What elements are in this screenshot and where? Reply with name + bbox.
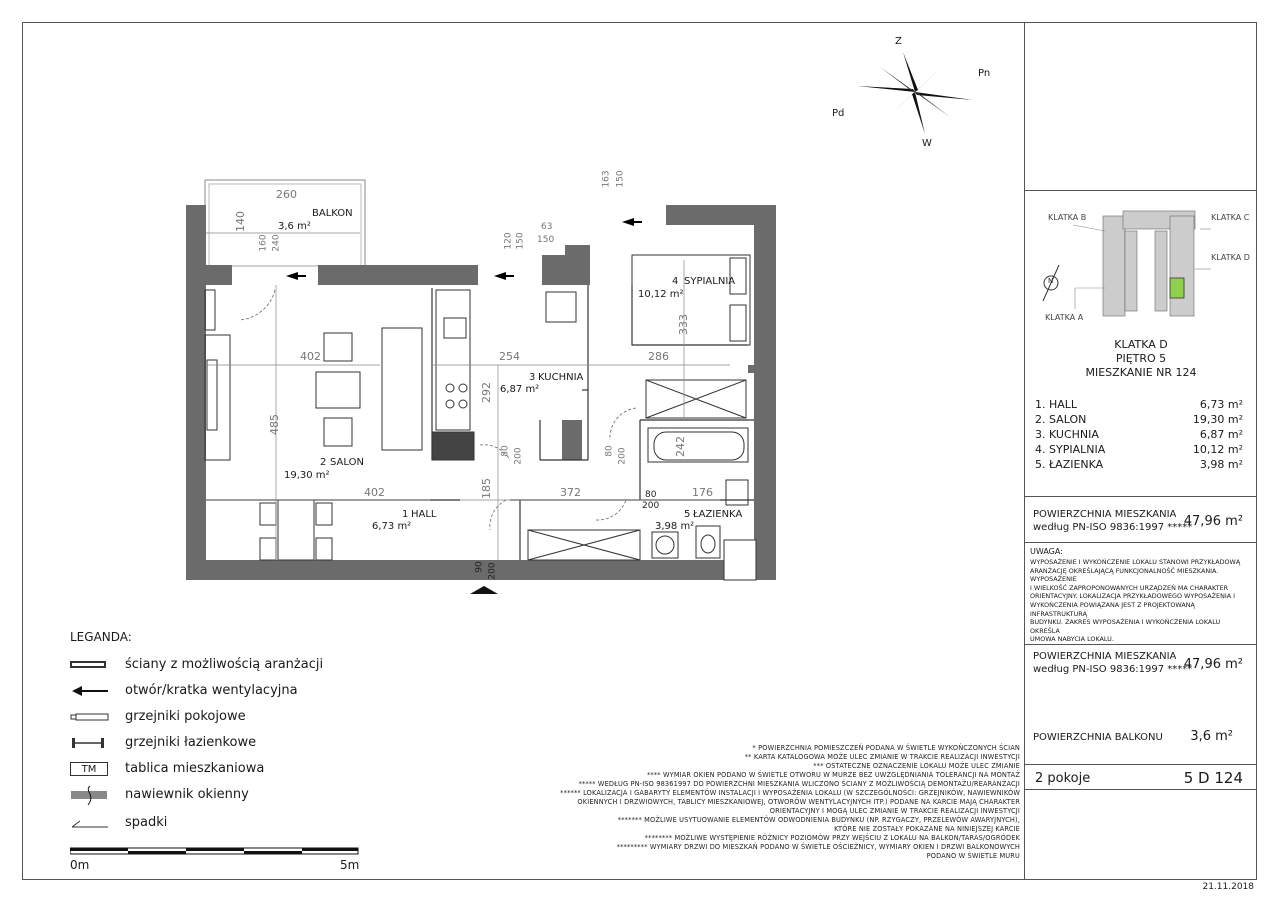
room-2-num: 2 <box>320 457 327 468</box>
dim-80c: 80 <box>645 490 657 500</box>
room-3-name: KUCHNIA <box>538 372 584 383</box>
header-klatka: KLATKA D <box>1114 338 1168 351</box>
total2-label: POWIERZCHNIA MIESZKANIA <box>1033 651 1177 662</box>
dim-260: 260 <box>276 188 297 201</box>
compass-pn: Pn <box>978 68 991 79</box>
apartment-header <box>1025 332 1257 379</box>
dim-402b: 402 <box>364 486 385 499</box>
note: ******* MOŻLIWE USYTUOWANIE ELEMENTÓW ODWODNIENIA BUDYNKU (NP. RZYGACZY, PRZELEWÓW AWARYJNYCH), <box>617 816 1020 824</box>
area-value: 19,30 m² <box>1192 413 1243 426</box>
entrance-marker <box>470 586 498 594</box>
room-4-name: SYPIALNIA <box>684 276 736 287</box>
dim-120: 120 <box>503 232 514 250</box>
apartment-code: 5 D 124 <box>1183 769 1243 787</box>
dim-402a: 402 <box>300 350 321 363</box>
room-1-area: 6,73 m² <box>372 521 412 532</box>
dim-80b: 80 <box>604 445 615 457</box>
note: PODANO W ŚWIETLE MURU <box>926 852 1020 860</box>
total2-value: 47,96 m² <box>1183 657 1243 672</box>
dim-286: 286 <box>648 350 669 363</box>
balcony-value: 3,6 m² <box>1190 729 1233 744</box>
dim-90: 90 <box>474 561 485 573</box>
uwaga-line: UMOWA NABYCIA LOKALU. <box>1030 635 1114 644</box>
radiator-icon <box>70 711 110 723</box>
uwaga-line: WYPOSAŻENIE I WYKOŃCZENIE LOKALU STANOWI PRZYKŁADOWĄ <box>1030 558 1241 566</box>
keyplan-label-a: KLATKA A <box>1045 313 1084 322</box>
total-area-2 <box>1025 644 1257 705</box>
dim-292: 292 <box>480 382 493 403</box>
room-2-name: SALON <box>330 457 364 468</box>
window-vent-icon <box>70 785 110 807</box>
total1-label-norm: według PN-ISO 9836:1997 ***** <box>1033 522 1193 533</box>
dim-150a: 150 <box>515 232 526 250</box>
keyplan-highlight <box>1170 278 1184 298</box>
compass-z: Z <box>895 36 902 47</box>
note: *** OSTATECZNE OZNACZENIE LOKALU MOŻE ULEC ZMIANIE <box>813 762 1020 770</box>
note: ** KARTA KATALOGOWA MOŻE ULEC ZMIANIE W TRAKCIE REALIZACJI INWESTYCJI <box>744 753 1020 761</box>
keyplan <box>1025 190 1257 351</box>
dim-163: 163 <box>601 170 612 188</box>
area-name: 2. SALON <box>1035 413 1087 426</box>
apartment-code-box <box>1025 764 1257 790</box>
dim-140: 140 <box>234 211 247 232</box>
uwaga-box <box>1025 542 1257 645</box>
dim-240: 240 <box>271 234 282 252</box>
area-value: 10,12 m² <box>1192 443 1243 456</box>
dim-63: 63 <box>541 222 553 232</box>
area-name: 3. KUCHNIA <box>1035 428 1099 441</box>
room-2-area: 19,30 m² <box>284 470 330 481</box>
legend-label-walls: ściany z możliwością aranżacji <box>125 657 324 672</box>
room-5-num: 5 <box>684 509 691 520</box>
scale-end: 5m <box>340 858 360 872</box>
area-name: 1. HALL <box>1035 398 1078 411</box>
balcony-label: POWIERZCHNIA BALKONU <box>1033 732 1163 743</box>
note: ******** MOŻLIWE WYSTĘPIENIE RÓŻNICY POZIOMÓW PRZY WEJŚCIU Z LOKALU NA BALKON/TARAS/OGRÓDEK <box>644 834 1020 842</box>
legend-label-bath-radiator: grzejniki łazienkowe <box>125 735 257 750</box>
uwaga-text <box>1030 558 1252 644</box>
area-name: 4. SYPIALNIA <box>1035 443 1106 456</box>
dim-242: 242 <box>674 436 687 457</box>
room-4-num: 4 <box>672 276 679 287</box>
area-value: 6,73 m² <box>1199 398 1243 411</box>
dim-176: 176 <box>692 486 713 499</box>
legend-label-tm: tablica mieszkaniowa <box>125 761 265 776</box>
uwaga-line: BUDYNKU. ZAKRES WYPOSAŻENIA I WYKOŃCZENIA LOKALU OKREŚLA <box>1030 618 1221 635</box>
date: 21.11.2018 <box>1202 882 1254 892</box>
note: ********* WYMIARY DRZWI DO MIESZKAŃ PODANO W ŚWIETLE OŚCIEŻNICY, WYMIARY OKIEN I DRZWI BALKONOWYCH <box>616 843 1020 851</box>
legend-label-window-vent: nawiewnik okienny <box>125 787 249 802</box>
keyplan-label-c: KLATKA C <box>1211 213 1250 222</box>
dim-333: 333 <box>677 314 690 335</box>
balcony-area-box <box>1025 704 1257 758</box>
room-4-area: 10,12 m² <box>638 289 684 300</box>
balcony-name: BALKON <box>312 208 353 219</box>
tm-icon: TM <box>70 762 108 776</box>
vent-arrow-icon <box>70 685 110 697</box>
scale-bar <box>70 845 360 857</box>
room-1-num: 1 <box>402 509 409 520</box>
dim-185: 185 <box>480 478 493 499</box>
legend-label-slope: spadki <box>125 815 168 830</box>
total-area-1 <box>1025 496 1257 543</box>
dim-200b: 200 <box>617 447 628 465</box>
balcony-area: 3,6 m² <box>278 221 311 232</box>
scale-start: 0m <box>70 858 90 872</box>
dim-160: 160 <box>258 234 269 252</box>
keyplan-north: N <box>1048 277 1054 285</box>
note: * POWIERZCHNIA POMIESZCZEŃ PODANA W ŚWIETLE WYKOŃCZONYCH ŚCIAN <box>752 744 1020 752</box>
legend-label-radiator: grzejniki pokojowe <box>125 709 246 724</box>
keyplan-label-d: KLATKA D <box>1211 253 1250 262</box>
header-pietro: PIĘTRO 5 <box>1115 352 1167 365</box>
dim-150c: 150 <box>615 170 626 188</box>
room-5-area: 3,98 m² <box>655 521 695 532</box>
total2-label-norm: według PN-ISO 9836:1997 ***** <box>1033 664 1193 675</box>
legend-label-vent: otwór/kratka wentylacyjna <box>125 683 298 698</box>
dim-200c: 200 <box>642 501 660 511</box>
info-sidebar <box>1024 22 1257 880</box>
footnotes <box>470 744 1020 861</box>
uwaga-line: WYKOŃCZENIA POWIĄZANA JEST Z PROJEKTOWANĄ INFRASTRUKTURĄ <box>1030 600 1195 618</box>
note: ***** WEDŁUG PN-ISO 98361997 DO POWIERZCHNI MIESZKANIA WLICZONO ŚCIANY Z MOŻLIWOŚCIĄ DEMONTAŻU/REARANŻACJI <box>578 780 1020 788</box>
slope-icon <box>70 817 110 831</box>
note: OKIENNYCH I DRZWIOWYCH, TABLICY MIESZKANIOWEJ, OTWORÓW WENTYLACYJNYCH ITP.) PODANE NA KARCIE MAJĄ CHARAKTER <box>577 798 1020 806</box>
room-3-num: 3 <box>529 372 536 383</box>
area-name: 5. ŁAZIENKA <box>1035 458 1104 471</box>
dim-200d: 200 <box>487 562 498 580</box>
total1-value: 47,96 m² <box>1183 514 1243 529</box>
legend-title: LEGANDA: <box>70 630 132 644</box>
total1-label: POWIERZCHNIA MIESZKANIA <box>1033 509 1177 520</box>
room-5-name: ŁAZIENKA <box>693 509 743 520</box>
rooms-count: 2 pokoje <box>1035 771 1091 786</box>
dim-372: 372 <box>560 486 581 499</box>
uwaga-line: I WIELKOŚĆ ZAPROPONOWANYCH URZĄDZEŃ MA CHARAKTER <box>1030 583 1229 592</box>
compass-w: W <box>922 138 932 149</box>
wall-icon <box>70 661 106 668</box>
dim-80a: 80 <box>500 445 511 457</box>
header-mieszkanie: MIESZKANIE NR 124 <box>1085 366 1197 379</box>
note: KTÓRE NIE ZOSTAŁY POKAZANE NA NINIEJSZEJ KARCIE <box>834 825 1020 833</box>
room-1-name: HALL <box>411 509 437 520</box>
dim-200a: 200 <box>513 447 524 465</box>
note: ORIENTACYJNY I MOGĄ ULEC ZMIANIE W TRAKCIE REALIZACJI INWESTYCJI <box>769 807 1020 815</box>
area-value: 3,98 m² <box>1199 458 1243 471</box>
compass-pd: Pd <box>832 108 845 119</box>
uwaga-title: UWAGA: <box>1030 547 1063 556</box>
keyplan-label-b: KLATKA B <box>1048 213 1087 222</box>
room-3-area: 6,87 m² <box>500 384 540 395</box>
area-value: 6,87 m² <box>1199 428 1243 441</box>
note: **** WYMIAR OKIEN PODANO W ŚWIETLE OTWORU W MURZE BEZ UWZGLĘDNIANIA TOLERANCJI NA MONTAŻ <box>646 771 1020 779</box>
note: ****** LOKALIZACJA I GABARYTY ELEMENTÓW INSTALACJI I WYPOSAŻENIA LOKALU (W SZCZEGÓLNOŚCI: GRZEJNIKÓW, NAWIEWNIKÓW <box>560 789 1020 797</box>
dim-150b: 150 <box>537 235 555 245</box>
dim-485: 485 <box>268 414 281 435</box>
bath-radiator-icon <box>70 737 110 749</box>
dim-254: 254 <box>499 350 520 363</box>
uwaga-line: ARANŻACJĘ OKREŚLAJĄCĄ FUNKCJONALNOŚĆ MIESZKANIA. WYPOSAŻENIE <box>1030 566 1219 584</box>
uwaga-line: ORIENTACYJNY. LOKALIZACJA PRZYKŁADOWEGO WYPOSAŻENIA I <box>1030 592 1236 601</box>
compass <box>830 30 1000 150</box>
